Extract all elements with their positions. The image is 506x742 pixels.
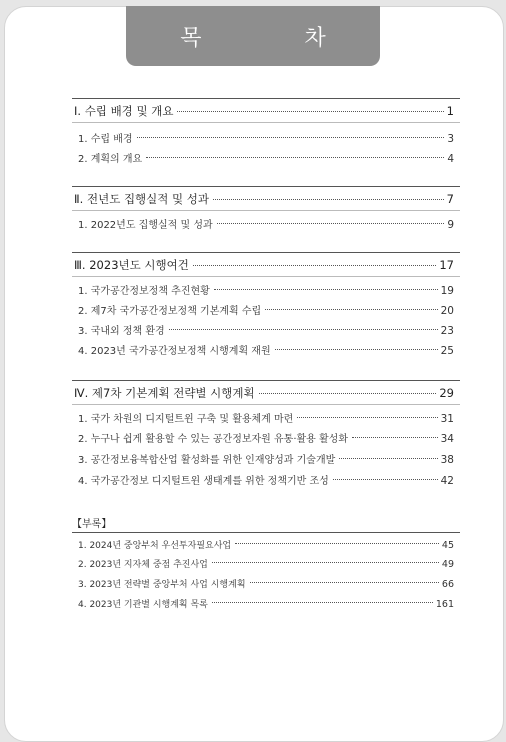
dot-leader [213,198,444,200]
item-page-number: 49 [441,559,454,570]
item-page-number: 31 [440,413,454,425]
dot-leader [212,601,433,603]
item-page-number: 38 [440,454,454,466]
item-label: 2. 제7차 국가공간정보정책 기본계획 수립 [78,306,262,317]
section-underline [72,404,460,405]
toc-item[interactable] [78,410,454,425]
toc-section-2[interactable] [74,191,454,207]
item-page-number: 66 [441,579,454,590]
toc-item[interactable] [78,130,454,145]
item-page-number: 20 [440,305,454,317]
item-label: 1. 수립 배경 [78,134,133,145]
item-label: 1. 국가공간정보정책 추진현황 [78,286,210,297]
item-page-number: 34 [440,433,454,445]
toc-title: 목 차 [126,6,380,66]
dot-leader [339,457,437,459]
toc-item[interactable] [78,150,454,165]
toc-item[interactable] [78,216,454,231]
section-page-number: 1 [446,104,454,118]
item-page-number: 23 [440,325,454,337]
toc-item[interactable] [78,342,454,357]
dot-leader [212,561,439,563]
item-page-number: 4 [447,153,454,165]
dot-leader [265,308,437,310]
item-page-number: 161 [435,599,454,610]
appendix-divider [72,532,460,533]
section-label: Ⅰ. 수립 배경 및 개요 [74,104,174,118]
toc-section-4[interactable] [74,385,454,401]
item-label: 4. 국가공간정보 디지털트윈 생태계를 위한 정책기반 조성 [78,476,329,487]
toc-item[interactable] [78,322,454,337]
item-label: 2. 누구나 쉽게 활용할 수 있는 공간정보자원 유통·활용 활성화 [78,434,348,445]
section-label: Ⅱ. 전년도 집행실적 및 성과 [74,192,210,206]
dot-leader [137,136,445,138]
toc-section-3[interactable] [74,257,454,273]
toc-item[interactable] [78,451,454,466]
item-label: 2. 2023년 지자체 중점 추진사업 [78,560,208,570]
item-label: 4. 2023년 국가공간정보정책 시행계획 재원 [78,346,271,357]
dot-leader [275,348,438,350]
toc-item[interactable] [78,430,454,445]
appendix-item[interactable] [78,597,454,610]
dot-leader [193,264,437,266]
dot-leader [259,392,437,394]
item-label: 3. 국내외 정책 환경 [78,326,165,337]
section-divider [72,380,460,381]
appendix-item[interactable] [78,557,454,570]
item-label: 4. 2023년 기관별 시행계획 목록 [78,600,208,610]
section-underline [72,276,460,277]
section-divider [72,98,460,99]
section-page-number: 17 [439,258,454,272]
dot-leader [169,328,438,330]
item-page-number: 3 [447,133,454,145]
appendix-heading: 【부록】 [72,519,112,530]
dot-leader [297,416,437,418]
section-page-number: 29 [439,386,454,400]
toc-section-1[interactable] [74,103,454,119]
dot-leader [177,110,443,112]
item-page-number: 42 [440,475,454,487]
toc-item[interactable] [78,302,454,317]
dot-leader [214,288,438,290]
item-page-number: 45 [441,540,454,551]
dot-leader [146,156,444,158]
item-label: 2. 계획의 개요 [78,154,143,165]
item-page-number: 9 [447,219,454,231]
item-label: 1. 2022년도 집행실적 및 성과 [78,220,213,231]
item-page-number: 19 [440,285,454,297]
section-divider [72,186,460,187]
dot-leader [333,478,438,480]
dot-leader [235,542,439,544]
item-label: 3. 공간정보융복합산업 활성화를 위한 인재양성과 기술개발 [78,455,336,466]
item-label: 3. 2023년 전략별 중앙부처 사업 시행계획 [78,580,246,590]
item-page-number: 25 [440,345,454,357]
item-label: 1. 국가 차원의 디지털트윈 구축 및 활용체계 마련 [78,414,294,425]
dot-leader [217,222,445,224]
appendix-item[interactable] [78,538,454,551]
item-label: 1. 2024년 중앙부처 우선투자필요사업 [78,541,232,551]
section-underline [72,122,460,123]
section-page-number: 7 [446,192,454,206]
toc-item[interactable] [78,282,454,297]
appendix-item[interactable] [78,577,454,590]
section-label: Ⅳ. 제7차 기본계획 전략별 시행계획 [74,386,255,400]
section-label: Ⅲ. 2023년도 시행여건 [74,258,189,272]
section-underline [72,210,460,211]
dot-leader [250,581,439,583]
toc-item[interactable] [78,472,454,487]
section-divider [72,252,460,253]
dot-leader [352,436,438,438]
